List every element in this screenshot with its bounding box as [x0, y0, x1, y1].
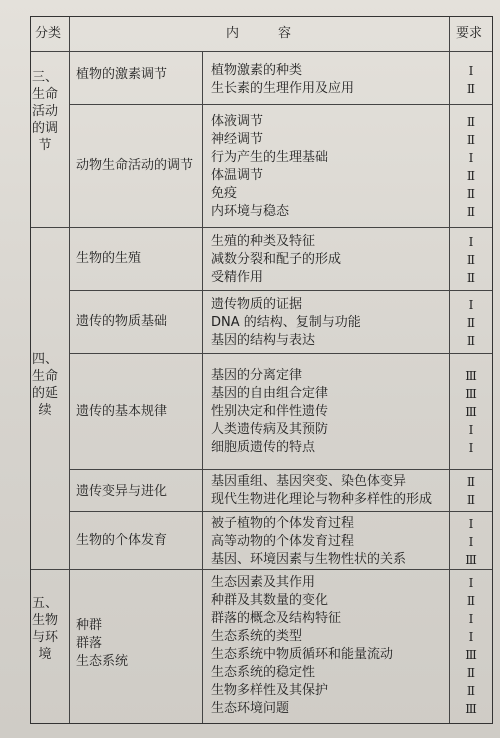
item-list	[211, 515, 406, 569]
list-item: 基因重组、基因突变、染色体变异	[211, 474, 407, 489]
requirement-level: Ⅰ	[468, 64, 474, 78]
requirement-list	[451, 296, 491, 350]
list-item: 高等动物的个体发育过程	[211, 534, 355, 549]
requirement-level: Ⅱ	[466, 666, 476, 680]
list-item: 生长素的生理作用及应用	[211, 81, 355, 96]
list-item: 基因的分离定律	[211, 368, 303, 383]
header-requirement: 要求	[456, 26, 483, 41]
requirement-list	[451, 113, 491, 221]
requirement-level: Ⅱ	[466, 334, 476, 348]
requirement-level: Ⅰ	[468, 630, 474, 644]
list-item: 群落的概念及结构特征	[211, 611, 342, 626]
requirement-list	[451, 473, 491, 509]
list-item: 生态环境问题	[211, 701, 290, 716]
requirements-table	[30, 16, 493, 724]
requirement-level: Ⅰ	[468, 298, 474, 312]
requirement-level: Ⅱ	[466, 493, 476, 507]
requirement-level: Ⅲ	[465, 553, 477, 567]
list-item: 受精作用	[211, 270, 264, 285]
list-item: 被子植物的个体发育过程	[211, 516, 355, 531]
list-item: 生殖的种类及特征	[211, 234, 316, 249]
requirement-level: Ⅰ	[468, 423, 474, 437]
topic-name: 群落	[76, 636, 103, 651]
list-item: 性别决定和伴性遗传	[211, 404, 329, 419]
requirement-level: Ⅱ	[466, 594, 476, 608]
list-item: 生态因素及其作用	[211, 575, 316, 590]
topic-name: 生物的生殖	[76, 251, 142, 266]
list-item: 免疫	[211, 186, 238, 201]
item-list	[211, 296, 361, 350]
requirement-list	[451, 62, 491, 98]
list-item: 减数分裂和配子的形成	[211, 252, 342, 267]
item-list	[211, 233, 341, 287]
divider	[69, 511, 492, 512]
topic-name: 遗传变异与进化	[76, 484, 168, 499]
list-item: 基因的自由组合定律	[211, 386, 329, 401]
requirement-level: Ⅲ	[465, 369, 477, 383]
header-category: 分类	[35, 26, 62, 41]
requirement-level: Ⅰ	[468, 517, 474, 531]
requirement-level: Ⅱ	[466, 253, 476, 267]
requirement-level: Ⅰ	[468, 576, 474, 590]
list-item: 神经调节	[211, 132, 264, 147]
requirement-level: Ⅱ	[466, 187, 476, 201]
requirement-level: Ⅰ	[468, 235, 474, 249]
requirement-level: Ⅱ	[466, 684, 476, 698]
list-item: 现代生物进化理论与物种多样性的形成	[211, 492, 433, 507]
requirement-level: Ⅰ	[468, 441, 474, 455]
divider	[31, 569, 492, 570]
section-category: 四、生命的延续	[32, 352, 59, 418]
divider	[69, 17, 70, 723]
requirement-level: Ⅱ	[466, 133, 476, 147]
list-item: 体液调节	[211, 114, 264, 129]
requirement-level: Ⅲ	[465, 648, 477, 662]
list-item: DNA 的结构、复制与功能	[211, 315, 361, 330]
section-category: 三、生命活动的调节	[32, 70, 59, 153]
list-item: 遗传物质的证据	[211, 297, 303, 312]
list-item: 生态系统中物质循环和能量流动	[211, 647, 394, 662]
requirement-list	[451, 574, 491, 718]
requirement-list	[451, 233, 491, 287]
requirement-level: Ⅲ	[465, 387, 477, 401]
topic-name: 动物生命活动的调节	[76, 158, 194, 173]
divider	[69, 469, 492, 470]
divider	[69, 104, 492, 105]
topic-name-stack	[76, 617, 128, 671]
requirement-level: Ⅲ	[465, 405, 477, 419]
topic-name: 植物的激素调节	[76, 67, 168, 82]
item-list	[211, 367, 328, 457]
list-item: 植物激素的种类	[211, 63, 303, 78]
divider	[31, 51, 492, 52]
requirement-level: Ⅰ	[468, 151, 474, 165]
topic-name: 遗传的物质基础	[76, 314, 168, 329]
header-content: 内 容	[226, 26, 292, 41]
item-list	[211, 473, 432, 509]
list-item: 基因、环境因素与生物性状的关系	[211, 552, 407, 567]
list-item: 人类遗传病及其预防	[211, 422, 329, 437]
requirement-level: Ⅱ	[466, 115, 476, 129]
requirement-level: Ⅰ	[468, 612, 474, 626]
topic-name: 种群	[76, 618, 103, 633]
divider	[202, 51, 203, 723]
requirement-level: Ⅱ	[466, 475, 476, 489]
list-item: 行为产生的生理基础	[211, 150, 329, 165]
list-item: 种群及其数量的变化	[211, 593, 329, 608]
divider	[69, 353, 492, 354]
list-item: 基因的结构与表达	[211, 333, 316, 348]
topic-name: 生物的个体发育	[76, 533, 168, 548]
item-list	[211, 113, 328, 221]
list-item: 体温调节	[211, 168, 264, 183]
list-item: 生态系统的稳定性	[211, 665, 316, 680]
requirement-level: Ⅰ	[468, 535, 474, 549]
requirement-level: Ⅱ	[466, 316, 476, 330]
divider	[31, 227, 492, 228]
section-category: 五、生物与环境	[32, 596, 59, 662]
requirement-level: Ⅲ	[465, 702, 477, 716]
requirement-list	[451, 367, 491, 457]
divider	[69, 290, 492, 291]
list-item: 生态系统的类型	[211, 629, 303, 644]
topic-name: 生态系统	[76, 654, 129, 669]
divider	[449, 17, 450, 723]
requirement-level: Ⅱ	[466, 82, 476, 96]
topic-name: 遗传的基本规律	[76, 404, 168, 419]
list-item: 内环境与稳态	[211, 204, 290, 219]
list-item: 细胞质遗传的特点	[211, 440, 316, 455]
requirement-level: Ⅱ	[466, 205, 476, 219]
list-item: 生物多样性及其保护	[211, 683, 329, 698]
requirement-level: Ⅱ	[466, 271, 476, 285]
requirement-list	[451, 515, 491, 569]
requirement-level: Ⅱ	[466, 169, 476, 183]
item-list	[211, 62, 354, 98]
item-list	[211, 574, 393, 718]
